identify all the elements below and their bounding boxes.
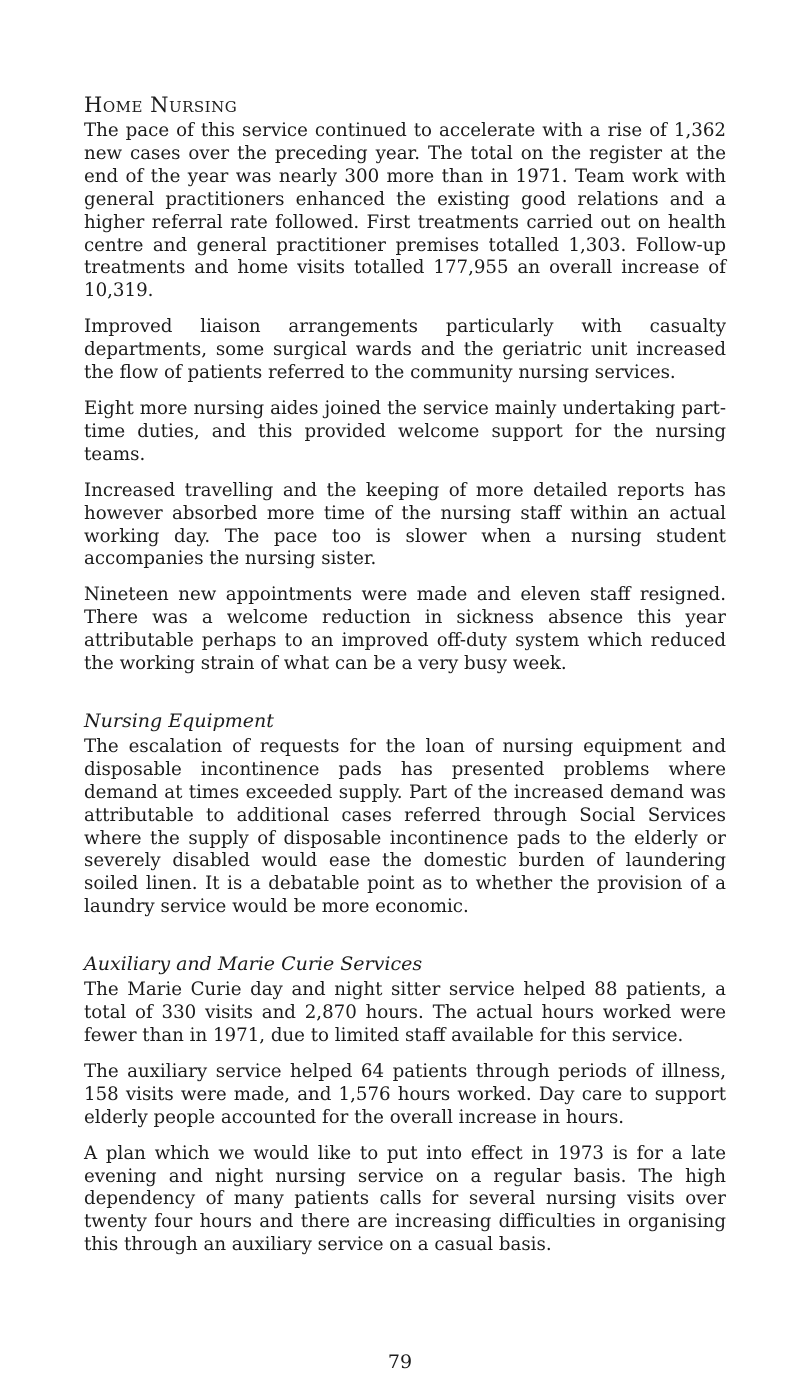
- paragraph: Improved liaison arrangements particularly with casualty departments, some surgical wards and the geriatric unit increased the flow of patients referred to the community nursing services.: [84, 316, 726, 384]
- section-heading: Home Nursing: [84, 93, 238, 117]
- section-heading: Auxiliary and Marie Curie Services: [84, 953, 423, 976]
- document-page: [84, 92, 726, 1257]
- section-nursing-equipment: [84, 708, 726, 919]
- section-auxiliary-services: [84, 951, 726, 1257]
- paragraph: The escalation of requests for the loan of nursing equipment and disposable incontinence pads has presented problems where demand at times exceeded supply. Part of the increased demand was attributable to additional cases referred through Social Services where the supply of disposable incontinence pads to the elderly or severely disabled would ease the domestic burden of laundering soiled linen. It is a debatable point as to whether the provision of a laundry service would be more economic.: [84, 735, 726, 918]
- page-number: 79: [387, 1351, 413, 1373]
- paragraph: The pace of this service continued to accelerate with a rise of 1,362 new cases over the preceding year. The total on the register at the end of the year was nearly 300 more than in 1971. Team work with general practitioners enhanced the existing good relations and a higher referral rate followed. First treatments carried out on health centre and general practitioner premises totalled 1,303. Follow-up treatments and home visits totalled 177,955 an overall increase of 10,319.: [84, 120, 726, 302]
- paragraph: A plan which we would like to put into effect in 1973 is for a late evening and night nursing service on a regular basis. The high dependency of many patients calls for several nursing visits over twenty four hours and there are increasing difficulties in organising this through an auxiliary service on a casual basis.: [84, 1142, 726, 1256]
- paragraph: Nineteen new appointments were made and eleven staff resigned. There was a welcome reduction in sickness absence this year attributable perhaps to an improved off-duty system which reduced the working strain of what can be a very busy week.: [84, 584, 726, 675]
- paragraph: The Marie Curie day and night sitter service helped 88 patients, a total of 330 visits and 2,870 hours. The actual hours worked were fewer than in 1971, due to limited staff available for this service.: [84, 979, 726, 1046]
- section-home-nursing: [84, 92, 726, 676]
- paragraph: The auxiliary service helped 64 patients through periods of illness, 158 visits were made, and 1,576 hours worked. Day care to support elderly people accounted for the overall increase in hours.: [84, 1060, 726, 1128]
- paragraph: Eight more nursing aides joined the service mainly undertaking part-time duties, and this provided welcome support for the nursing teams.: [84, 397, 726, 465]
- section-heading: Nursing Equipment: [84, 709, 274, 732]
- paragraph: Increased travelling and the keeping of more detailed reports has however absorbed more time of the nursing staff within an actual working day. The pace too is slower when a nursing student accompanies the nursing sister.: [84, 479, 726, 570]
